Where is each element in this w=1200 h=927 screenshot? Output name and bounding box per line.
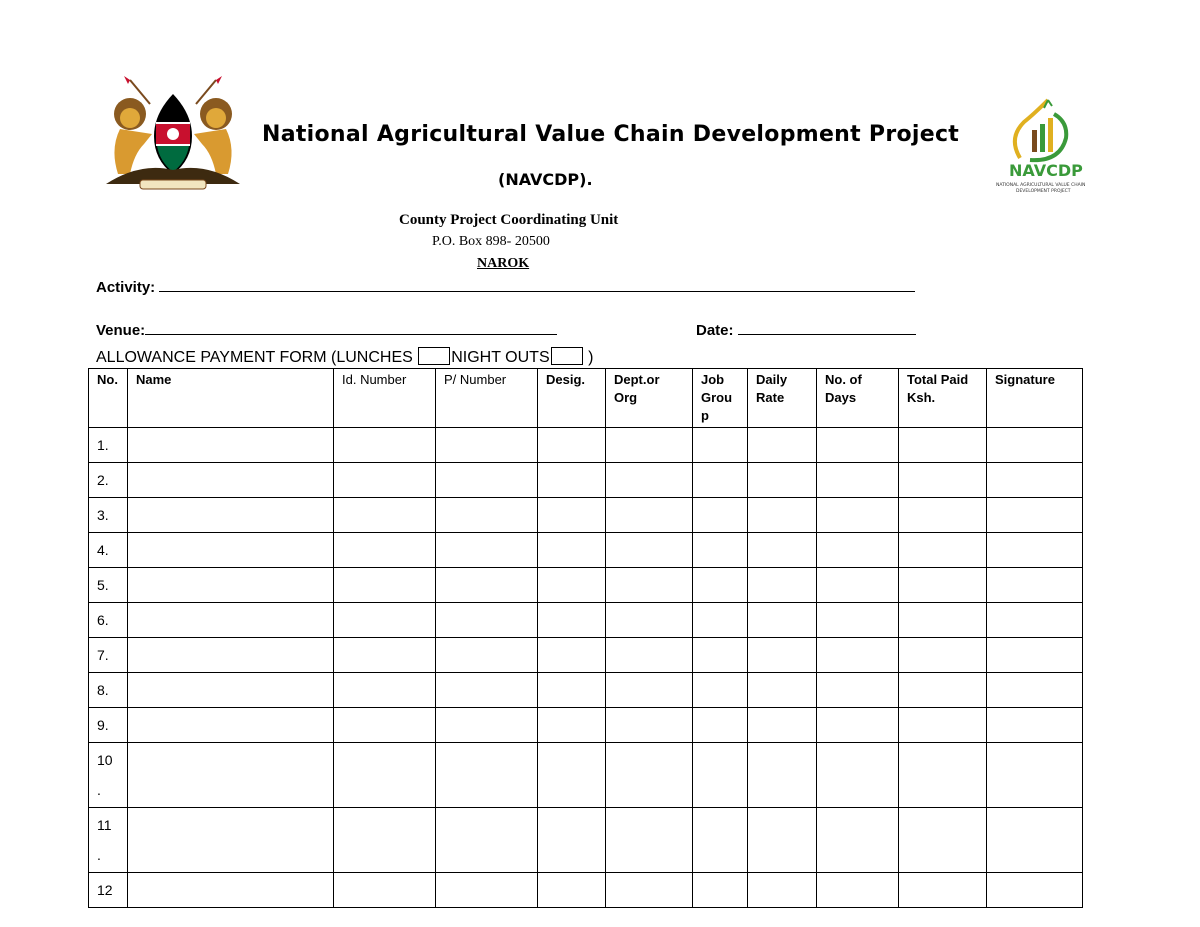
- table-cell[interactable]: [748, 873, 817, 908]
- table-cell[interactable]: [334, 463, 436, 498]
- table-cell[interactable]: [899, 708, 987, 743]
- table-row: [89, 603, 1083, 638]
- table-cell[interactable]: [436, 428, 538, 463]
- table-cell[interactable]: [693, 743, 748, 808]
- table-cell[interactable]: [748, 533, 817, 568]
- table-cell[interactable]: [899, 638, 987, 673]
- table-cell[interactable]: [538, 463, 606, 498]
- row-number: 5.: [89, 568, 128, 603]
- table-cell[interactable]: [606, 743, 693, 808]
- table-cell[interactable]: [748, 808, 817, 873]
- table-cell[interactable]: [606, 873, 693, 908]
- table-cell[interactable]: [334, 638, 436, 673]
- night-outs-checkbox[interactable]: [551, 347, 583, 365]
- table-cell[interactable]: [606, 638, 693, 673]
- table-cell[interactable]: [334, 873, 436, 908]
- table-cell[interactable]: [987, 708, 1083, 743]
- table-cell[interactable]: [817, 673, 899, 708]
- row-number: 8.: [89, 673, 128, 708]
- row-number: 10 .: [89, 743, 128, 808]
- header-no-of-days: No. of Days: [817, 369, 899, 428]
- table-row: [89, 708, 1083, 743]
- coordinating-unit: County Project Coordinating Unit: [399, 212, 619, 228]
- table-cell[interactable]: [987, 533, 1083, 568]
- table-cell[interactable]: [987, 808, 1083, 873]
- table-cell[interactable]: [899, 428, 987, 463]
- header-total-paid: Total Paid Ksh.: [899, 369, 987, 428]
- table-cell[interactable]: [606, 708, 693, 743]
- date-field: [696, 322, 916, 339]
- table-cell[interactable]: [606, 603, 693, 638]
- header-id-number: Id. Number: [334, 369, 436, 428]
- venue-label: Venue:: [96, 322, 146, 339]
- date-input-line[interactable]: [738, 322, 916, 335]
- table-cell[interactable]: [748, 568, 817, 603]
- table-row: [89, 873, 1083, 908]
- table-cell[interactable]: [538, 873, 606, 908]
- table-cell[interactable]: [436, 463, 538, 498]
- table-cell[interactable]: [899, 498, 987, 533]
- table-cell[interactable]: [436, 808, 538, 873]
- table-cell[interactable]: [606, 463, 693, 498]
- table-cell[interactable]: [987, 463, 1083, 498]
- table-cell[interactable]: [693, 428, 748, 463]
- table-cell[interactable]: [748, 498, 817, 533]
- table-cell[interactable]: [693, 638, 748, 673]
- table-cell[interactable]: [606, 568, 693, 603]
- table-cell[interactable]: [899, 673, 987, 708]
- table-cell[interactable]: [606, 428, 693, 463]
- form-title: [96, 347, 593, 367]
- table-cell[interactable]: [899, 808, 987, 873]
- row-number: 9.: [89, 708, 128, 743]
- form-title-middle: NIGHT OUTS: [451, 349, 550, 366]
- table-row: [89, 743, 1083, 808]
- header-daily-rate: Daily Rate: [748, 369, 817, 428]
- table-cell[interactable]: [693, 708, 748, 743]
- table-cell[interactable]: [436, 498, 538, 533]
- header-dept-org: Dept.or Org: [606, 369, 693, 428]
- table-cell[interactable]: [334, 568, 436, 603]
- table-cell[interactable]: [987, 873, 1083, 908]
- table-cell[interactable]: [128, 603, 334, 638]
- table-cell[interactable]: [817, 708, 899, 743]
- table-cell[interactable]: [693, 533, 748, 568]
- activity-label: Activity:: [96, 279, 156, 296]
- table-cell[interactable]: [128, 808, 334, 873]
- table-cell[interactable]: [334, 428, 436, 463]
- table-cell[interactable]: [987, 743, 1083, 808]
- table-row: [89, 428, 1083, 463]
- table-cell[interactable]: [748, 603, 817, 638]
- table-cell[interactable]: [538, 568, 606, 603]
- table-cell[interactable]: [334, 743, 436, 808]
- table-cell[interactable]: [334, 498, 436, 533]
- table-cell[interactable]: [128, 533, 334, 568]
- venue-input-line[interactable]: [145, 322, 557, 335]
- activity-field: [96, 279, 915, 296]
- lunches-checkbox[interactable]: [418, 347, 450, 365]
- table-cell[interactable]: [693, 808, 748, 873]
- table-cell[interactable]: [987, 428, 1083, 463]
- table-cell[interactable]: [334, 673, 436, 708]
- venue-field: [96, 322, 557, 339]
- table-cell[interactable]: [748, 708, 817, 743]
- row-number: 4.: [89, 533, 128, 568]
- table-cell[interactable]: [817, 568, 899, 603]
- table-cell[interactable]: [748, 463, 817, 498]
- table-cell[interactable]: [817, 463, 899, 498]
- allowance-table: [88, 368, 1083, 908]
- table-cell[interactable]: [538, 743, 606, 808]
- table-cell[interactable]: [817, 498, 899, 533]
- table-cell[interactable]: [606, 808, 693, 873]
- table-row: [89, 568, 1083, 603]
- table-cell[interactable]: [436, 568, 538, 603]
- table-cell[interactable]: [693, 568, 748, 603]
- table-cell[interactable]: [748, 673, 817, 708]
- table-cell[interactable]: [817, 603, 899, 638]
- table-cell[interactable]: [693, 463, 748, 498]
- table-cell[interactable]: [334, 808, 436, 873]
- header-p-number: P/ Number: [436, 369, 538, 428]
- postal-address: P.O. Box 898- 20500: [432, 234, 550, 249]
- table-cell[interactable]: [538, 603, 606, 638]
- table-cell[interactable]: [128, 708, 334, 743]
- table-cell[interactable]: [817, 743, 899, 808]
- table-cell[interactable]: [128, 568, 334, 603]
- table-cell[interactable]: [817, 428, 899, 463]
- svg-text:NATIONAL AGRICULTURAL VALUE CH: NATIONAL AGRICULTURAL VALUE CHAIN: [996, 183, 1086, 188]
- table-cell[interactable]: [334, 533, 436, 568]
- project-acronym: (NAVCDP).: [498, 170, 593, 189]
- project-title: National Agricultural Value Chain Development Project: [262, 122, 960, 147]
- table-cell[interactable]: [987, 498, 1083, 533]
- form-title-prefix: ALLOWANCE PAYMENT FORM (LUNCHES: [96, 349, 413, 366]
- table-cell[interactable]: [899, 533, 987, 568]
- table-cell[interactable]: [817, 808, 899, 873]
- table-cell[interactable]: [606, 533, 693, 568]
- svg-text:DEVELOPMENT PROJECT: DEVELOPMENT PROJECT: [1016, 189, 1071, 194]
- table-cell[interactable]: [899, 603, 987, 638]
- table-cell[interactable]: [538, 808, 606, 873]
- table-cell[interactable]: [748, 428, 817, 463]
- table-row: [89, 533, 1083, 568]
- date-label: Date:: [696, 322, 734, 339]
- table-cell[interactable]: [128, 638, 334, 673]
- table-cell[interactable]: [436, 708, 538, 743]
- row-number: 2.: [89, 463, 128, 498]
- table-cell[interactable]: [899, 743, 987, 808]
- table-row: [89, 498, 1083, 533]
- table-cell[interactable]: [538, 638, 606, 673]
- table-cell[interactable]: [436, 638, 538, 673]
- row-number: 11 .: [89, 808, 128, 873]
- form-title-suffix: ): [588, 349, 594, 366]
- table-cell[interactable]: [128, 463, 334, 498]
- table-header-row: [89, 369, 1083, 428]
- table-cell[interactable]: [693, 498, 748, 533]
- table-cell[interactable]: [693, 673, 748, 708]
- table-cell[interactable]: [987, 568, 1083, 603]
- table-cell[interactable]: [436, 673, 538, 708]
- table-cell[interactable]: [128, 428, 334, 463]
- table-cell[interactable]: [538, 498, 606, 533]
- table-cell[interactable]: [538, 708, 606, 743]
- table-cell[interactable]: [436, 603, 538, 638]
- svg-text:NAVCDP: NAVCDP: [1009, 161, 1083, 180]
- header-signature: Signature: [987, 369, 1083, 428]
- table-cell[interactable]: [128, 498, 334, 533]
- table-cell[interactable]: [817, 533, 899, 568]
- table-cell[interactable]: [128, 873, 334, 908]
- table-cell[interactable]: [606, 673, 693, 708]
- row-number: 7.: [89, 638, 128, 673]
- table-cell[interactable]: [538, 533, 606, 568]
- header-designation: Desig.: [538, 369, 606, 428]
- header-no: No.: [89, 369, 128, 428]
- table-cell[interactable]: [606, 498, 693, 533]
- row-number: 1.: [89, 428, 128, 463]
- table-cell[interactable]: [987, 603, 1083, 638]
- activity-input-line[interactable]: [159, 279, 915, 292]
- table-cell[interactable]: [128, 673, 334, 708]
- table-cell[interactable]: [899, 873, 987, 908]
- row-number: 12: [89, 873, 128, 908]
- table-row: [89, 673, 1083, 708]
- table-cell[interactable]: [436, 743, 538, 808]
- header-job-group: Job Grou p: [693, 369, 748, 428]
- table-cell[interactable]: [987, 638, 1083, 673]
- row-number: 6.: [89, 603, 128, 638]
- table-row: [89, 638, 1083, 673]
- table-cell[interactable]: [817, 638, 899, 673]
- navcdp-logo: [990, 98, 1100, 198]
- table-cell[interactable]: [748, 638, 817, 673]
- table-cell[interactable]: [693, 873, 748, 908]
- county-name: NAROK: [477, 256, 530, 271]
- table-row: [89, 808, 1083, 873]
- table-cell[interactable]: [538, 428, 606, 463]
- table-cell[interactable]: [899, 568, 987, 603]
- table-cell[interactable]: [987, 673, 1083, 708]
- table-cell[interactable]: [748, 743, 817, 808]
- table-cell[interactable]: [334, 708, 436, 743]
- table-cell[interactable]: [817, 873, 899, 908]
- row-number: 3.: [89, 498, 128, 533]
- table-row: [89, 463, 1083, 498]
- header-name: Name: [128, 369, 334, 428]
- table-cell[interactable]: [128, 743, 334, 808]
- table-cell[interactable]: [334, 603, 436, 638]
- table-cell[interactable]: [436, 873, 538, 908]
- table-cell[interactable]: [899, 463, 987, 498]
- table-cell[interactable]: [538, 673, 606, 708]
- coat-of-arms-logo: [100, 74, 246, 194]
- table-cell[interactable]: [436, 533, 538, 568]
- table-cell[interactable]: [693, 603, 748, 638]
